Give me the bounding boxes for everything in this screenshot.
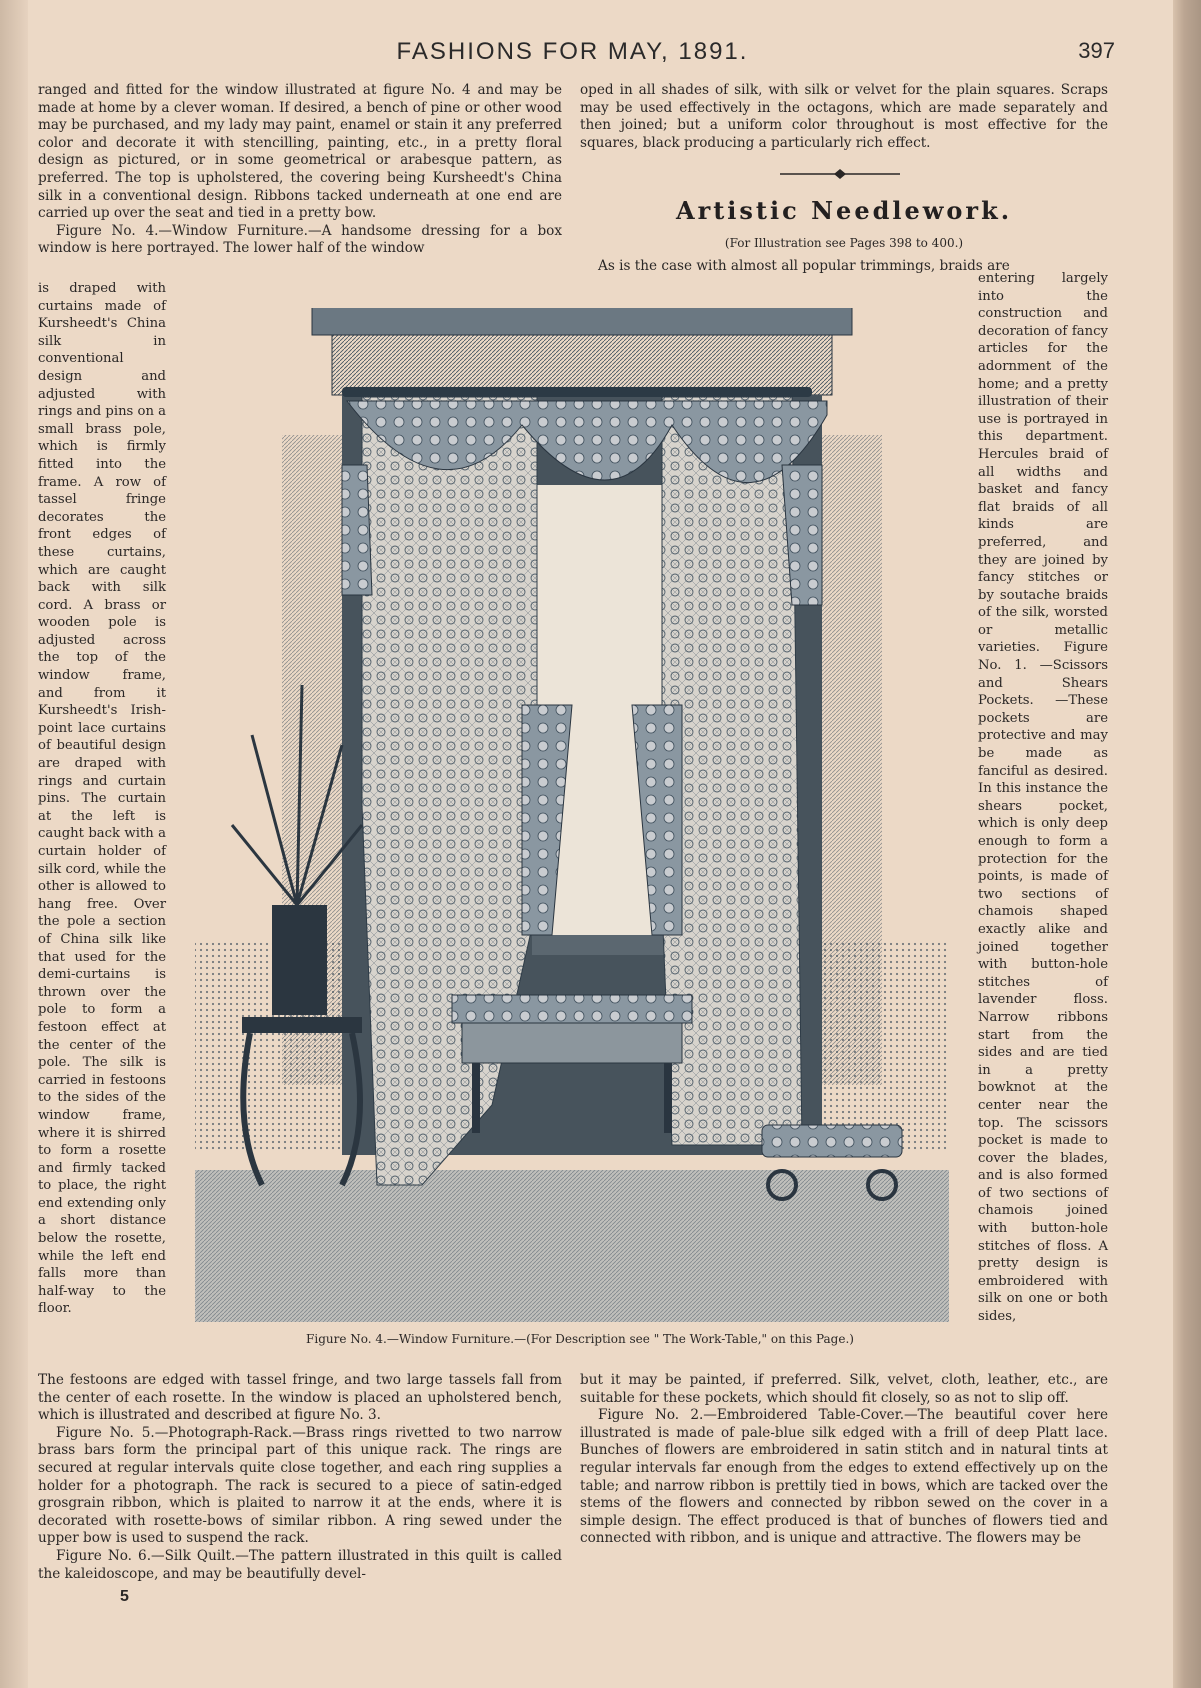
paragraph: entering largely into the construction and decoration of fancy articles for the adornment of the home; and a pretty illustration of their use is portrayed in this department. Hercules braid of all widths and basket and fancy flat braids of all kinds are preferred, and they are joined by fancy stitches or by soutache braids of the silk, worsted or metallic varieties. Figure No. 1. —Scissors and Shears Pockets. —These pockets are protective and may be made as fanciful as desired. In this instance the shears pocket, which is only deep enough to form a protection for the points, is made of two sections of chamois shaped exactly alike and joined together with button-hole stitches of lavender floss. Narrow ribbons start from the sides and are tied in a pretty bowknot at the center near the top. The scissors pocket is made to cover the blades, and is also formed of two sections of chamois joined with button-hole stitches of floss. A pretty design is embroidered with silk on one or both sides,	[978, 271, 1108, 1325]
paragraph: ranged and fitted for the window illustrated at figure No. 4 and may be made at home by a clever woman. If desired, a bench of pine or other wood may be purchased, and my lady may paint, enamel or stain it any preferred color and decorate it with stencilling, painting, etc., in a pretty floral design as pictured, or in some geometrical or arabesque pattern, as preferred. The top is upholstered, the covering being Kursheedt's China silk in a conventional design. Ribbons tacked underneath at one end are carried up over the seat and tied in a pretty bow.	[38, 82, 562, 222]
column-2-side-text	[978, 270, 1108, 1326]
section-subheading: (For Illustration see Pages 398 to 400.)	[724, 236, 964, 250]
paragraph: Figure No. 4.—Window Furniture.—A handsome dressing for a box window is here portrayed. The lower half of the window	[38, 222, 562, 257]
paragraph: oped in all shades of silk, with silk or velvet for the plain squares. Scraps may be used effectively in the octagons, which are made separately and then joined; but a uniform color throughout is most effective for the squares, black producing a particularly rich effect.	[580, 82, 1108, 151]
column-2-top	[580, 82, 1108, 152]
column-1-top	[38, 82, 562, 258]
paragraph: As is the case with almost all popular trimmings, braids are	[598, 258, 1010, 274]
column-2-bottom	[580, 1372, 1108, 1548]
paragraph: is draped with curtains made of Kursheedt's China silk in conventional design and adjusted with rings and pins on a small brass pole, which is firmly fitted into the frame. A row of tassel fringe decorates the front edges of these curtains, which are caught back with silk cord. A brass or wooden pole is adjusted across the top of the window frame, and from it Kursheedt's Irish-point lace curtains of beautiful design are draped with rings and curtain pins. The curtain at the left is caught back with a curtain holder of silk cord, while the other is allowed to hang free. Over the pole a section of China silk like that used for the demi-curtains is thrown over the pole to form a festoon effect at the center of the pole. The silk is carried in festoons to the sides of the window frame, where it is shirred to form a rosette and firmly tacked to place, the right end extending only a short distance below the rosette, while the left end falls more than half-way to the floor.	[38, 281, 167, 1317]
paragraph: Figure No. 2.—Embroidered Table-Cover.—The beautiful cover here illustrated is made of pale-blue silk edged with a frill of deep Platt lace. Bunches of flowers are embroidered in satin stitch and in natural tints at regular intervals far enough from the edges to extend effectively up on the table; and narrow ribbon is prettily tied in bows, which are tacked over the stems of the flowers and connected by ribbon sewed on the cover in a simple design. The effect produced is that of bunches of flowers tied and connected with ribbon, and is unique and attractive. The flowers may be	[580, 1407, 1108, 1547]
figure-caption: Figure No. 4.—Window Furniture.—(For Description see " The Work-Table," on this Page.)	[306, 1332, 854, 1346]
signature-mark: 5	[120, 1588, 129, 1605]
paragraph: but it may be painted, if preferred. Silk, velvet, cloth, leather, etc., are suitable for these pockets, which should fit closely, so as not to slip off.	[580, 1372, 1108, 1406]
running-title: FASHIONS FOR MAY, 1891.	[396, 38, 749, 65]
paragraph: The festoons are edged with tassel fringe, and two large tassels fall from the center of each rosette. In the window is placed an upholstered bench, which is illustrated and described at figure No. 3.	[38, 1372, 562, 1424]
page-number: 397	[1078, 38, 1115, 63]
column-1-side-text	[38, 280, 166, 1318]
column-1-bottom	[38, 1372, 562, 1583]
book-spine-edge	[1173, 0, 1201, 1688]
running-header	[30, 38, 1115, 72]
page-left-edge	[0, 0, 28, 1688]
window-furniture-engraving	[192, 305, 952, 1325]
paragraph: Figure No. 6.—Silk Quilt.—The pattern illustrated in this quilt is called the kaleidoscope, and may be beautifully devel-	[38, 1547, 562, 1582]
ornamental-rule	[780, 168, 900, 180]
section-heading: Artistic Needlework.	[675, 196, 1013, 225]
paragraph: Figure No. 5.—Photograph-Rack.—Brass rings rivetted to two narrow brass bars form the principal part of this unique rack. The rings are secured at regular intervals quite close together, and each ring supplies a holder for a photograph. The rack is secured to a piece of satin-edged grosgrain ribbon, which is plaited to narrow it at the ends, where it is decorated with rosette-bows of similar ribbon. A ring sewed under the upper bow is used to suspend the rack.	[38, 1424, 562, 1547]
